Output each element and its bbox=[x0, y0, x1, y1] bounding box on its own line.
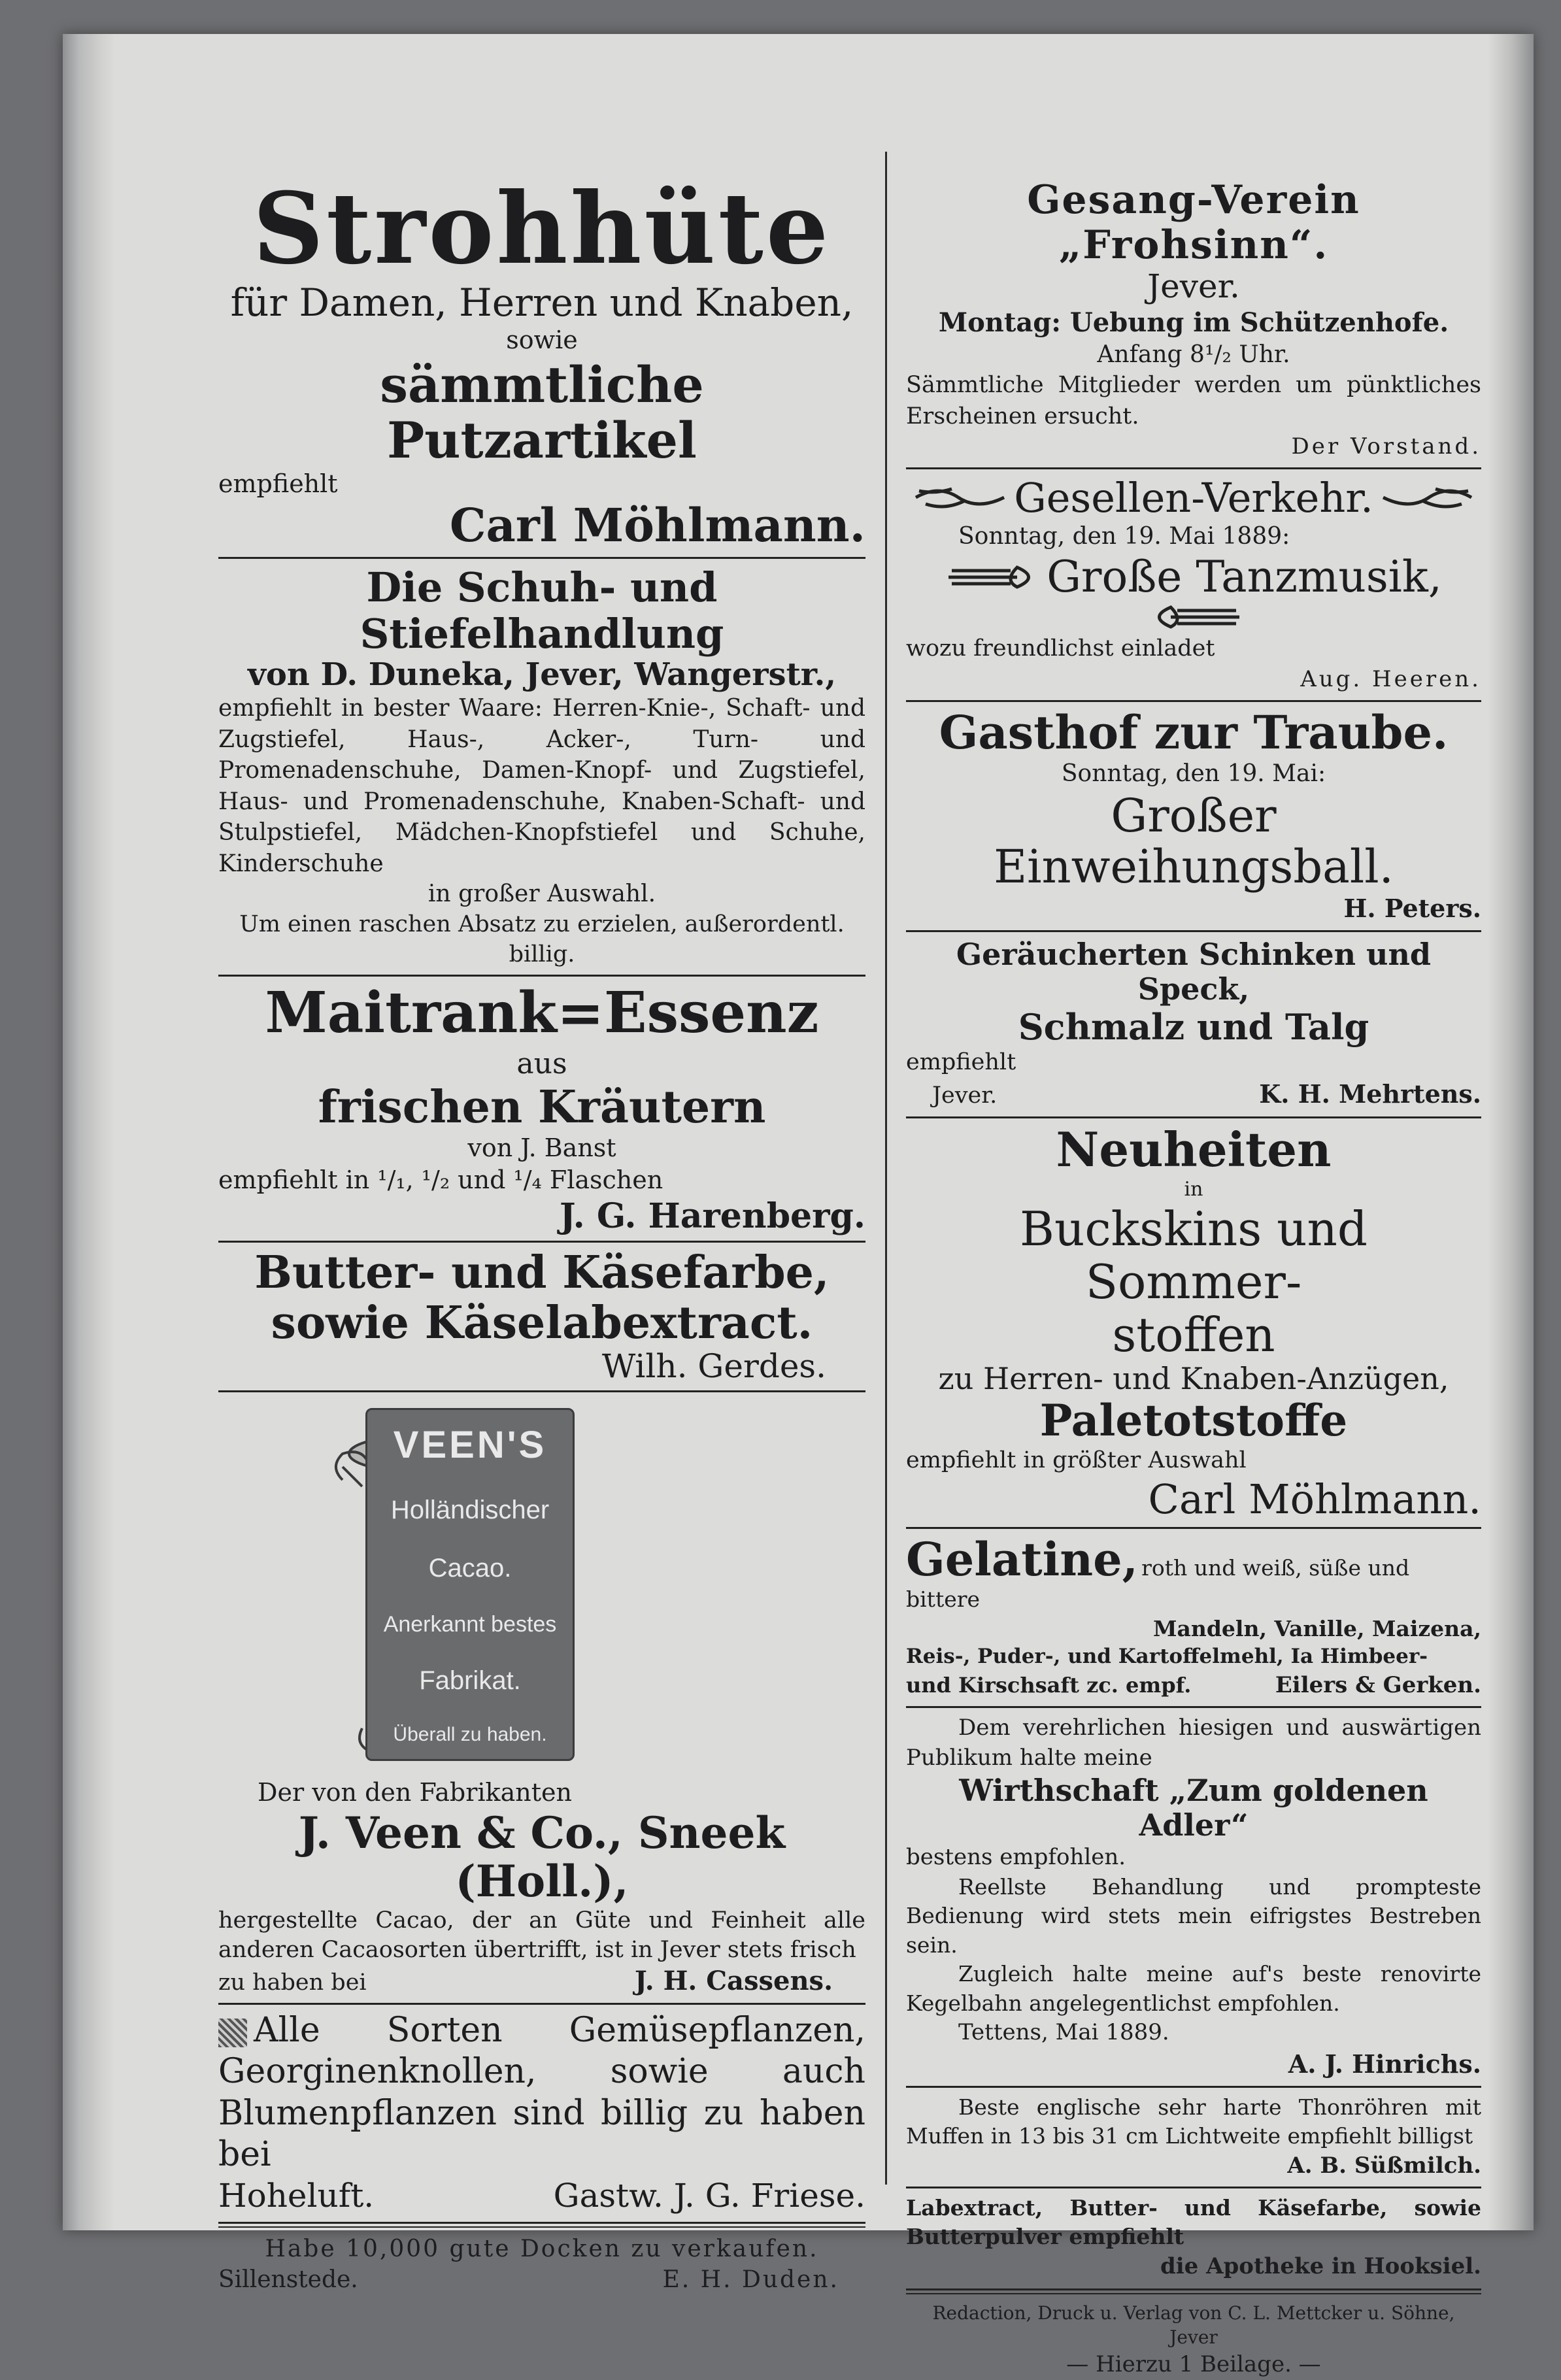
ad-gesangverein bbox=[906, 178, 1481, 462]
ad-title: Strohhüte bbox=[252, 171, 831, 286]
ad-line: empfiehlt in größter Auswahl bbox=[906, 1447, 1247, 1474]
newspaper-page bbox=[63, 34, 1534, 2378]
separator-rule bbox=[218, 1390, 865, 1392]
ad-footer-row bbox=[906, 1078, 1481, 1111]
ad-signature: Aug. Heeren. bbox=[1300, 665, 1481, 692]
ad-line: Tettens, Mai 1889. bbox=[958, 2019, 1169, 2046]
ad-line: Anfang 8¹/₂ Uhr. bbox=[1097, 341, 1290, 368]
ad-gelatine bbox=[906, 1534, 1481, 1701]
ad-labextract bbox=[906, 2194, 1481, 2282]
separator-rule bbox=[906, 2086, 1481, 2088]
ad-line: in bbox=[1184, 1177, 1203, 1201]
ad-line: Paletotstoffe bbox=[1039, 1395, 1348, 1447]
cacao-package bbox=[365, 1408, 575, 1761]
separator-rule bbox=[906, 700, 1481, 702]
ad-label: empfiehlt bbox=[218, 469, 338, 498]
cacao-package-text: Holländischer bbox=[390, 1496, 550, 1525]
page-binding-edge bbox=[63, 34, 115, 2230]
ad-subtitle: von D. Duneka, Jever, Wangerstr., bbox=[247, 656, 837, 694]
ad-seller: J. H. Cassens. bbox=[634, 1965, 833, 1996]
separator-rule bbox=[906, 1706, 1481, 1708]
imprint-line: Redaction, Druck u. Verlag von C. L. Mettcker u. Söhne, Jever bbox=[932, 2302, 1455, 2349]
ad-line: sowie bbox=[506, 326, 578, 355]
ad-event: Große Tanzmusik, bbox=[1047, 551, 1442, 602]
ad-line: Habe 10,000 gute Docken zu verkaufen. bbox=[265, 2235, 819, 2262]
ad-strohhuete bbox=[218, 171, 865, 553]
ad-seller: E. H. Duden. bbox=[662, 2266, 839, 2293]
ad-gasthof-traube bbox=[906, 707, 1481, 925]
ad-line: zu Herren- und Knaben-Anzügen, bbox=[938, 1361, 1449, 1397]
ad-title: Neuheiten bbox=[1056, 1122, 1332, 1178]
ad-footer-row bbox=[218, 2176, 865, 2215]
ad-line: und Kirschsaft zc. empf. bbox=[906, 1673, 1192, 1698]
ad-signature: Der Vorstand. bbox=[1291, 433, 1481, 460]
ad-title-row bbox=[906, 1534, 1481, 1615]
ad-butterfarbe bbox=[218, 1248, 865, 1385]
ad-goldener-adler bbox=[906, 1713, 1481, 2080]
ad-footer-row bbox=[218, 1966, 865, 1998]
ad-seller: Eilers & Gerken. bbox=[1275, 1672, 1481, 1699]
flourish-left-icon bbox=[913, 481, 1011, 514]
ad-signature: A. J. Hinrichs. bbox=[1288, 2049, 1481, 2079]
ad-line: wozu freundlichst einladet bbox=[906, 635, 1215, 662]
cacao-package-text: Cacao. bbox=[428, 1554, 512, 1583]
ad-line: in großer Auswahl. bbox=[428, 880, 656, 908]
ad-line: Reis-, Puder-, und Kartoffelmehl, Ia Himbeer- bbox=[906, 1645, 1428, 1669]
ad-title: Schmalz und Talg bbox=[1018, 1005, 1369, 1048]
ad-body: Reellste Behandlung und prompteste Bedienung wird stets mein eifrigstes Bestreben sein. bbox=[906, 1873, 1481, 1958]
separator-rule bbox=[906, 1116, 1481, 1118]
separator-rule bbox=[218, 2003, 865, 2005]
ad-cacao bbox=[218, 1401, 865, 1998]
ad-gemuesepflanzen bbox=[218, 2010, 865, 2215]
cacao-package-text: Anerkannt bestes bbox=[383, 1611, 557, 1637]
ad-footer-row bbox=[906, 1671, 1481, 1701]
ad-body-text: Alle Sorten Gemüsepflanzen, Georginenknollen, sowie auch Blumenpflanzen sind billig zu haben bei bbox=[218, 2011, 865, 2175]
ad-title: Wirthschaft „Zum goldenen Adler“ bbox=[959, 1772, 1428, 1843]
cacao-brand: VEEN'S bbox=[393, 1424, 547, 1467]
ad-line: Jever. bbox=[1147, 267, 1240, 305]
ad-title: J. Veen & Co., Sneek (Holl.), bbox=[298, 1807, 786, 1907]
ad-body: empfiehlt in bester Waare: Herren-Knie-, Schaft- und Zugstiefel, Haus-, Acker-, Turn- und Promenadenschuhe, Damen-Knopf- und Zugstiefel, Haus- und Promenadenschuhe, Knaben-Schaft- und Stulpstiefel, Mädchen-Knopfstiefel und Schuhe, Kinderschuhe bbox=[218, 695, 865, 877]
ad-seller: Carl Möhlmann. bbox=[1148, 1475, 1481, 1523]
ad-line: aus bbox=[516, 1047, 567, 1081]
ad-label: empfiehlt bbox=[906, 1048, 1016, 1075]
ad-title: Maitrank=Essenz bbox=[265, 980, 819, 1047]
separator-rule bbox=[906, 2187, 1481, 2188]
imprint bbox=[906, 2301, 1481, 2380]
ad-line: Mandeln, Vanille, Maizena, bbox=[1152, 1615, 1481, 1641]
ad-signature: A. B. Süßmilch. bbox=[1287, 2152, 1481, 2179]
ad-title: Gesellen-Verkehr. bbox=[1014, 473, 1373, 522]
ad-seller: J. G. Harenberg. bbox=[560, 1196, 865, 1236]
ad-body: Dem verehrlichen hiesigen und auswärtigen Publikum halte meine bbox=[906, 1715, 1481, 1771]
ad-line: von J. Banst bbox=[467, 1133, 616, 1162]
ad-thonroehren bbox=[906, 2093, 1481, 2181]
separator-rule bbox=[218, 975, 865, 977]
ad-title: Butter- und Käsefarbe, bbox=[254, 1247, 830, 1299]
ad-place: Hoheluft. bbox=[218, 2176, 375, 2215]
ad-body bbox=[218, 2010, 865, 2176]
ad-event: Großer Einweihungsball. bbox=[994, 788, 1394, 894]
ad-footer-row bbox=[218, 2265, 865, 2296]
ad-line: frischen Kräutern bbox=[318, 1081, 766, 1133]
ad-line: Sonntag, den 19. Mai: bbox=[1061, 760, 1326, 788]
ad-line: Buckskins und Sommer- bbox=[1020, 1201, 1368, 1309]
ad-title: Gasthof zur Traube. bbox=[939, 705, 1449, 760]
ad-body: hergestellte Cacao, der an Güte und Feinheit alle anderen Cacaosorten übertrifft, ist in Jever stets frisch bbox=[218, 1907, 865, 1963]
right-column bbox=[906, 152, 1481, 2380]
ad-title-row bbox=[906, 475, 1481, 521]
separator-double-rule bbox=[906, 2288, 1481, 2294]
ad-maitrank bbox=[218, 982, 865, 1235]
ad-line: roth und weiß, süße und bittere bbox=[906, 1554, 1410, 1613]
ad-place: Sillenstede. bbox=[218, 2266, 358, 2293]
scroll-ornament-left-icon bbox=[945, 561, 1043, 594]
ad-signature: die Apotheke in Hooksiel. bbox=[1160, 2253, 1481, 2279]
separator-rule bbox=[906, 930, 1481, 932]
ad-body: Beste englische sehr harte Thonröhren mit Muffen in 13 bis 31 cm Lichtweite empfiehlt billigst bbox=[906, 2094, 1481, 2149]
flower-icon bbox=[218, 2019, 247, 2047]
ad-seller: Carl Möhlmann. bbox=[449, 498, 865, 553]
ad-line: Sonntag, den 19. Mai 1889: bbox=[958, 522, 1290, 550]
ad-line: empfiehlt in ¹/₁, ¹/₂ und ¹/₄ Flaschen bbox=[218, 1165, 663, 1195]
ad-line: stoffen bbox=[1112, 1307, 1275, 1362]
ad-title: Die Schuh- und Stiefelhandlung bbox=[360, 563, 724, 658]
ad-body: Zugleich halte meine auf's beste renovirte Kegelbahn angelegentlichst empfohlen. bbox=[906, 1961, 1481, 2016]
ad-seller: K. H. Mehrtens. bbox=[1259, 1079, 1481, 1109]
ad-title: sowie Käselabextract. bbox=[271, 1296, 813, 1349]
ad-gesellenverkehr bbox=[906, 475, 1481, 695]
imprint-line: — Hierzu 1 Beilage. — bbox=[1066, 2351, 1321, 2378]
column-divider bbox=[885, 152, 887, 2185]
separator-double-rule bbox=[218, 2222, 865, 2228]
ad-schinken bbox=[906, 937, 1481, 1111]
ad-body: Sämmtliche Mitglieder werden um pünktliches Erscheinen ersucht. bbox=[906, 372, 1481, 429]
ad-seller: Wilh. Gerdes. bbox=[601, 1347, 826, 1385]
ad-title: Gesang-Verein „Frohsinn“. bbox=[1027, 177, 1360, 268]
ad-line: Montag: Uebung im Schützenhofe. bbox=[938, 307, 1449, 338]
ad-neuheiten bbox=[906, 1124, 1481, 1522]
separator-rule bbox=[218, 1241, 865, 1243]
ad-docken bbox=[218, 2234, 865, 2296]
ad-footer: Um einen raschen Absatz zu erzielen, außerordentl. billig. bbox=[239, 911, 845, 967]
left-column bbox=[218, 152, 865, 2295]
ad-body: bestens empfohlen. bbox=[906, 1843, 1126, 1870]
ad-seller: Gastw. J. G. Friese. bbox=[553, 2176, 865, 2215]
ad-line: für Damen, Herren und Knaben, bbox=[230, 280, 854, 325]
separator-rule bbox=[906, 1527, 1481, 1529]
ad-schuhhandlung bbox=[218, 564, 865, 970]
ad-place: Jever. bbox=[932, 1082, 998, 1109]
cacao-illustration bbox=[218, 1401, 865, 1768]
separator-rule bbox=[218, 557, 865, 559]
flourish-right-icon bbox=[1377, 481, 1475, 514]
ad-title: Geräucherten Schinken und Speck, bbox=[956, 936, 1432, 1007]
ad-title: Gelatine, bbox=[906, 1532, 1138, 1586]
scroll-ornament-right-icon bbox=[1145, 601, 1243, 633]
ad-event-row bbox=[906, 553, 1481, 634]
ad-signature: H. Peters. bbox=[1343, 894, 1481, 924]
ad-body: Labextract, Butter- und Käsefarbe, sowie Butterpulver empfiehlt bbox=[906, 2194, 1481, 2250]
page-right-edge bbox=[1488, 34, 1534, 2230]
ad-line: Der von den Fabrikanten bbox=[258, 1778, 572, 1807]
cacao-package-text: Überall zu haben. bbox=[393, 1723, 547, 1745]
ad-line: zu haben bei bbox=[218, 1969, 367, 1996]
cacao-package-text: Fabrikat. bbox=[419, 1666, 521, 1695]
separator-rule bbox=[906, 467, 1481, 469]
ad-line: sämmtliche Putzartikel bbox=[380, 355, 704, 469]
